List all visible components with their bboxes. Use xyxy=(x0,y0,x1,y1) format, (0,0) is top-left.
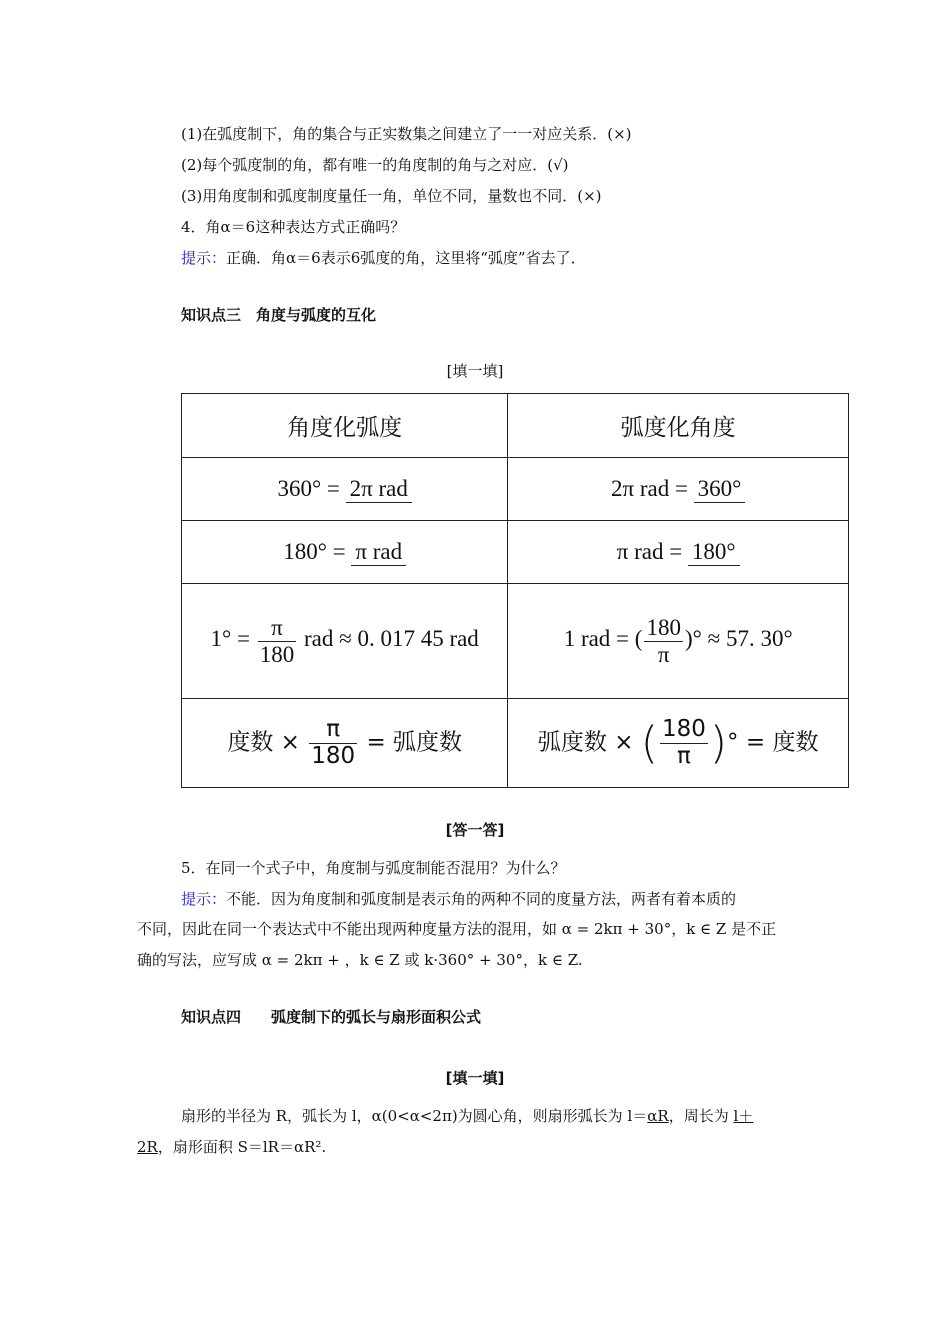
r4-right-a: 弧度数 × xyxy=(537,729,634,756)
statement-2: (2)每个弧度制的角，都有唯一的角度制的角与之对应．(√) xyxy=(181,156,569,174)
r4-left-a: 度数 × xyxy=(227,729,300,756)
hint-label: 提示： xyxy=(181,890,227,908)
perimeter-answer-part-1: l＋ xyxy=(733,1107,754,1125)
statement-1: (1)在弧度制下，角的集合与正实数集之间建立了一一对应关系．(×) xyxy=(181,125,632,143)
r3-right-lhs: 1 rad = xyxy=(563,626,630,652)
statement-3: (3)用角度制和弧度制度量任一角，单位不同，量数也不同．(×) xyxy=(181,187,602,205)
qa-label: [答一答] xyxy=(445,821,505,839)
r3-right-tail: ° ≈ 57. 30° xyxy=(692,626,793,652)
r2-right-lhs: π rad = xyxy=(616,538,683,564)
r3-left-lhs: 1° = xyxy=(210,626,250,652)
arc-length-answer: αR xyxy=(647,1107,669,1125)
fraction-pi-over-180: $\frac{\pi}{180}$ xyxy=(259,615,295,667)
hint-5-line-1: 提示：不能．因为角度制和弧度制是表示角的两种不同的度量方法，两者有着本质的 xyxy=(181,890,737,908)
sector-formula-line-1: 扇形的半径为 R，弧长为 l，α(0<α<2π)为圆心角，则扇形弧长为 l＝αR，周长为 l＋ xyxy=(181,1107,754,1125)
table-row xyxy=(182,521,849,584)
conversion-table xyxy=(181,393,849,788)
fraction-180-over-pi-rule: $\frac{180}{\pi}$ xyxy=(661,716,706,769)
r1-right-lhs: 2π rad = xyxy=(610,475,688,501)
question-4: 4．角α＝6这种表达方式正确吗？ xyxy=(181,218,406,236)
r2-left-answer: π rad xyxy=(351,539,406,566)
hint-4-text: 正确．角α＝6表示6弧度的角，这里将“弧度”省去了． xyxy=(226,249,586,267)
r2-right-answer: 180° xyxy=(688,539,740,566)
perimeter-answer-part-2: 2R xyxy=(137,1138,158,1156)
r3-left-tail: rad ≈ 0. 017 45 rad xyxy=(303,626,479,652)
table-row: 度数 × $\frac{\pi}{180}$ = 弧度数 弧度数 × ( $\frac{180}{\pi}$ )° = 度数 xyxy=(182,699,849,788)
r1-left-answer: 2π rad xyxy=(346,476,412,503)
fill-label-2: [填一填] xyxy=(445,1069,505,1087)
r4-right-b: ° = 度数 xyxy=(727,729,819,756)
hint-5-line-3: 确的写法，应写成 α = 2kπ + ，k ∈ Z 或 k·360° + 30°，k ∈ Z. xyxy=(137,951,583,969)
hint-label: 提示： xyxy=(181,249,227,267)
table-header-row xyxy=(182,394,849,458)
hint-5-line-2: 不同，因此在同一个表达式中不能出现两种度量方法的混用，如 α = 2kπ + 30°，k ∈ Z 是不正 xyxy=(137,920,777,938)
r2-left-lhs: 180° = xyxy=(283,538,346,564)
section-3-title: 知识点三 角度与弧度的互化 xyxy=(181,306,377,324)
header-deg-to-rad: 角度化弧度 xyxy=(182,394,508,458)
r1-right-answer: 360° xyxy=(694,476,746,503)
section-4-title: 知识点四 弧度制下的弧长与扇形面积公式 xyxy=(181,1008,482,1026)
header-rad-to-deg: 弧度化角度 xyxy=(508,394,849,458)
table-row xyxy=(182,458,849,521)
fraction-pi-over-180-rule: $\frac{\pi}{180}$ xyxy=(311,716,356,769)
table-row: 1° = $\frac{\pi}{180}$ rad ≈ 0. 017 45 rad 1 rad = ( $\frac{180}{\pi}$ )° ≈ 57. 30° xyxy=(182,584,849,699)
r4-left-b: = 弧度数 xyxy=(366,729,463,756)
hint-4 xyxy=(181,248,586,268)
sector-formula-line-2: 2R，扇形面积 S＝lR＝αR². xyxy=(137,1138,327,1156)
fill-label-1: [填一填] xyxy=(446,362,504,380)
r1-left-lhs: 360° = xyxy=(277,475,340,501)
question-5: 5．在同一个式子中，角度制与弧度制能否混用？为什么？ xyxy=(181,859,566,877)
fraction-180-over-pi: $\frac{180}{\pi}$ xyxy=(646,615,681,667)
